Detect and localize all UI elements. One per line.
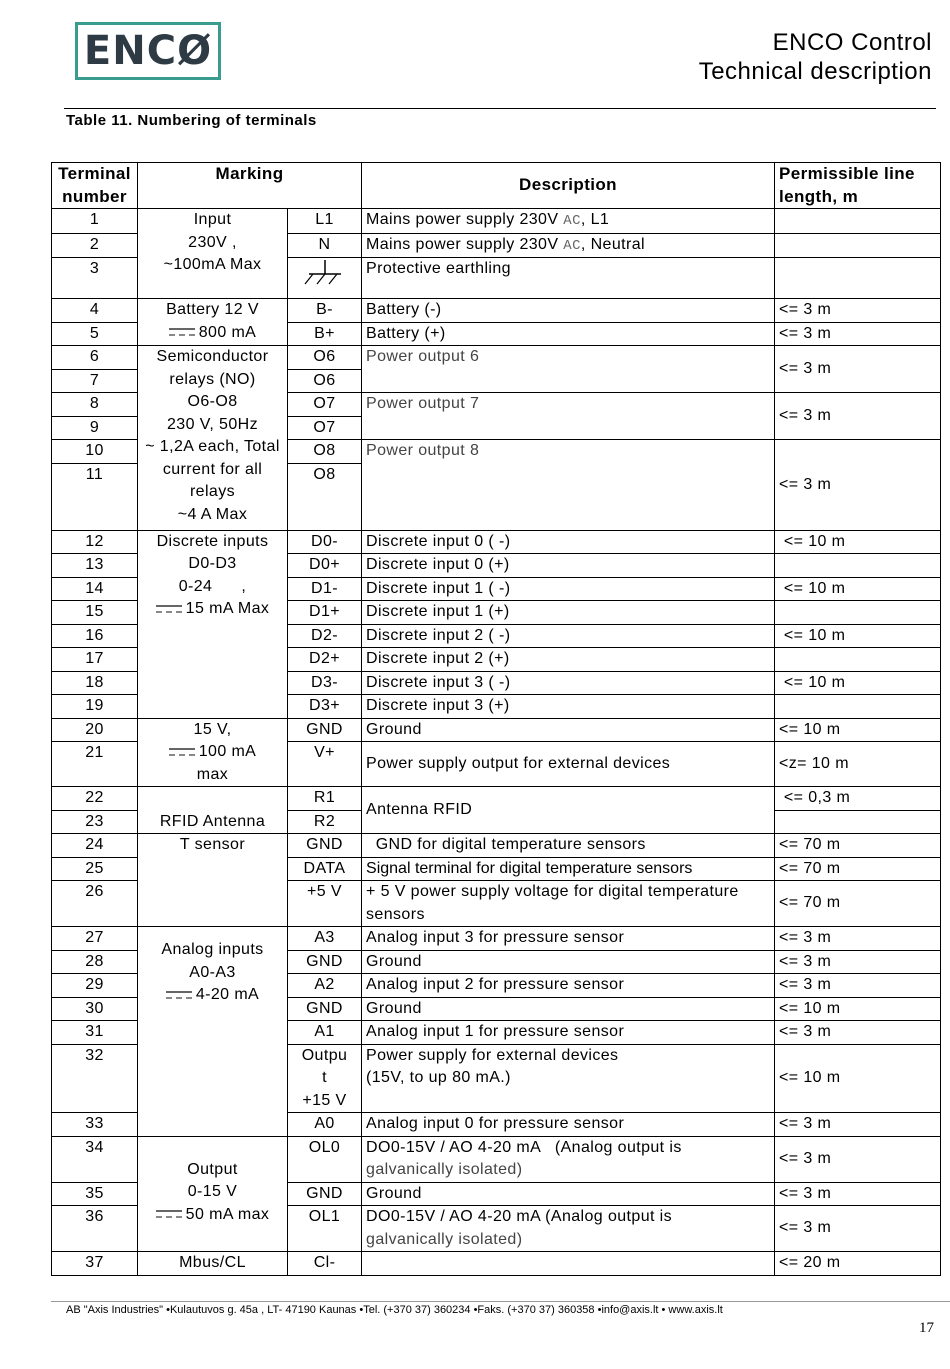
terminal-description xyxy=(362,1206,775,1252)
marking-text: 4-20 mA xyxy=(195,986,260,1003)
terminal-description: Analog input 1 for pressure sensor xyxy=(362,1021,775,1045)
terminal-code: GND xyxy=(288,997,362,1021)
line-length: <= 3 m xyxy=(775,299,941,323)
terminal-description xyxy=(362,1044,775,1113)
document-header xyxy=(699,28,932,86)
line-length xyxy=(775,695,941,719)
marking-line: 0-15 V xyxy=(187,1183,238,1200)
description-line: galvanically isolated) xyxy=(366,1161,523,1178)
table-row xyxy=(52,530,941,554)
terminal-number: 10 xyxy=(52,440,138,464)
terminal-code: A3 xyxy=(288,927,362,951)
marking-text: 800 mA xyxy=(198,323,257,341)
terminal-code: D2+ xyxy=(288,648,362,672)
marking-line xyxy=(142,598,283,621)
header-title: ENCO Control xyxy=(772,29,932,56)
col-marking: Marking xyxy=(138,163,362,209)
marking-line: relays xyxy=(189,483,236,500)
marking-text: 50 mA max xyxy=(185,1205,270,1223)
marking-group-mbus: Mbus/CL xyxy=(138,1252,288,1276)
line-length: <z= 10 m xyxy=(775,742,941,787)
terminal-number: 4 xyxy=(52,299,138,323)
terminal-code: V+ xyxy=(288,742,362,787)
terminal-number: 12 xyxy=(52,530,138,554)
terminal-description: Battery (+) xyxy=(362,322,775,346)
line-length xyxy=(775,648,941,672)
terminal-number: 36 xyxy=(52,1206,138,1252)
marking-line: Semiconductor xyxy=(156,348,269,365)
terminal-number: 7 xyxy=(52,369,138,393)
terminals-table xyxy=(51,162,941,1276)
terminal-code: O8 xyxy=(288,463,362,530)
line-length: <= 70 m xyxy=(775,857,941,881)
marking-line: max xyxy=(196,765,229,783)
terminal-code: A2 xyxy=(288,974,362,998)
marking-line: D0-D3 xyxy=(188,555,237,572)
terminal-number: 13 xyxy=(52,554,138,578)
marking-line: O6-O8 xyxy=(187,393,238,410)
terminal-code: A0 xyxy=(288,1113,362,1137)
table-row xyxy=(52,927,941,951)
description-line: DO0-15V / AO 4-20 mA (Analog output is xyxy=(366,1138,682,1156)
terminal-number: 27 xyxy=(52,927,138,951)
terminal-description: Discrete input 3 ( -) xyxy=(362,671,775,695)
line-length: <= 3 m xyxy=(775,322,941,346)
terminal-code: L1 xyxy=(288,209,362,234)
line-length xyxy=(775,810,941,834)
marking-group-t-sensor: T sensor xyxy=(138,834,288,927)
terminal-description: Discrete input 0 (+) xyxy=(362,554,775,578)
marking-text: 15 mA Max xyxy=(185,600,270,617)
marking-group-input xyxy=(138,209,288,299)
marking-group-relays xyxy=(138,346,288,531)
line-length: <= 10 m xyxy=(775,718,941,742)
line-length: <= 10 m xyxy=(775,530,941,554)
terminal-code: O6 xyxy=(288,369,362,393)
terminal-code: A1 xyxy=(288,1021,362,1045)
terminal-number: 20 xyxy=(52,718,138,742)
terminal-description xyxy=(362,1252,775,1276)
ac-label: AC xyxy=(563,237,581,254)
terminal-code: O8 xyxy=(288,440,362,464)
terminal-number: 18 xyxy=(52,671,138,695)
marking-line: Analog inputs xyxy=(161,941,264,958)
terminal-code: GND xyxy=(288,834,362,858)
line-length: <= 3 m xyxy=(775,950,941,974)
terminal-description: Discrete input 2 ( -) xyxy=(362,624,775,648)
line-length: <= 70 m xyxy=(775,881,941,927)
terminal-code: GND xyxy=(288,1182,362,1206)
terminal-number: 34 xyxy=(52,1136,138,1182)
marking-group-output xyxy=(138,1136,288,1252)
dc-symbol-icon xyxy=(156,605,182,613)
terminal-description: Power output 6 xyxy=(362,346,775,393)
terminal-code: N xyxy=(288,233,362,258)
terminal-number: 16 xyxy=(52,624,138,648)
terminal-code: OL1 xyxy=(288,1206,362,1252)
dc-symbol-icon xyxy=(169,328,195,336)
terminal-description: Power output 8 xyxy=(362,440,775,531)
line-length xyxy=(775,209,941,234)
terminal-code: +5 V xyxy=(288,881,362,927)
terminal-number: 8 xyxy=(52,393,138,417)
table-row xyxy=(52,834,941,858)
terminal-number: 17 xyxy=(52,648,138,672)
terminal-number: 26 xyxy=(52,881,138,927)
header-rule xyxy=(64,108,936,109)
terminal-number: 29 xyxy=(52,974,138,998)
terminal-code: D0- xyxy=(288,530,362,554)
marking-line: A0-A3 xyxy=(189,963,236,981)
terminal-code xyxy=(288,258,362,299)
marking-line: Output xyxy=(187,1160,238,1178)
line-length: <= 3 m xyxy=(775,927,941,951)
line-length: <= 10 m xyxy=(775,1044,941,1113)
terminal-code: B+ xyxy=(288,322,362,346)
marking-line xyxy=(142,322,283,345)
terminal-description: Signal terminal for digital temperature sensors xyxy=(362,857,775,881)
terminal-number: 22 xyxy=(52,787,138,811)
terminal-number: 19 xyxy=(52,695,138,719)
terminal-number: 35 xyxy=(52,1182,138,1206)
terminal-description xyxy=(362,1136,775,1182)
line-length: <= 0,3 m xyxy=(775,787,941,811)
line-length: <= 3 m xyxy=(775,1182,941,1206)
marking-line: 0-24 , xyxy=(178,577,247,595)
description-tail: , L1 xyxy=(580,211,610,228)
terminal-number: 3 xyxy=(52,258,138,299)
table-row xyxy=(52,299,941,323)
terminal-number: 11 xyxy=(52,463,138,530)
terminal-number: 5 xyxy=(52,322,138,346)
table-caption: Table 11. Numbering of terminals xyxy=(66,112,317,129)
terminal-description: GND for digital temperature sensors xyxy=(362,834,775,858)
marking-group-battery xyxy=(138,299,288,346)
line-length xyxy=(775,233,941,258)
code-line: +15 V xyxy=(302,1091,347,1109)
col-terminal-number: Terminal number xyxy=(52,163,138,209)
company-footer: AB "Axis Industries" •Kulautuvos g. 45a , LT- 47190 Kaunas •Tel. (+370 37) 360234 •Faks. (+370 37) 360358 •info@axis.lt • www.axis.lt xyxy=(66,1304,723,1316)
line-length: <= 3 m xyxy=(775,1136,941,1182)
table-row xyxy=(52,1136,941,1182)
line-length: <= 20 m xyxy=(775,1252,941,1276)
page-number: 17 xyxy=(919,1320,934,1336)
terminal-code: D3- xyxy=(288,671,362,695)
line-length xyxy=(775,554,941,578)
line-length: <= 10 m xyxy=(775,624,941,648)
terminal-description: Ground xyxy=(362,718,775,742)
line-length: <= 3 m xyxy=(775,1021,941,1045)
ac-label: AC xyxy=(563,213,581,229)
marking-line: Discrete inputs xyxy=(156,532,269,550)
description-line: DO0-15V / AO 4-20 mA (Analog output is xyxy=(366,1208,673,1225)
col-description: Description xyxy=(362,163,775,209)
description-text: Mains power supply 230V xyxy=(366,211,564,228)
terminal-description: Antenna RFID xyxy=(362,787,775,834)
marking-line: ~100mA Max xyxy=(163,256,262,273)
terminal-number: 33 xyxy=(52,1113,138,1137)
marking-line: 230 V, 50Hz xyxy=(167,415,258,433)
code-line: t xyxy=(322,1069,327,1086)
terminal-number: 2 xyxy=(52,233,138,258)
terminal-description: Battery (-) xyxy=(362,299,775,323)
terminal-code: R1 xyxy=(288,787,362,811)
line-length: <= 3 m xyxy=(775,440,941,531)
terminal-number: 28 xyxy=(52,950,138,974)
marking-group-analog-inputs xyxy=(138,927,288,1137)
terminal-code: R2 xyxy=(288,810,362,834)
enco-logo: ENCØ xyxy=(75,22,221,80)
ground-icon xyxy=(301,258,349,288)
terminal-description: Discrete input 1 (+) xyxy=(362,601,775,625)
col-line-length: Permissible line length, m xyxy=(775,163,941,209)
terminal-description xyxy=(362,233,775,258)
line-length: <= 3 m xyxy=(775,346,941,393)
terminal-description: Analog input 0 for pressure sensor xyxy=(362,1113,775,1137)
terminal-number: 25 xyxy=(52,857,138,881)
line-length: <= 10 m xyxy=(775,997,941,1021)
terminal-description: Discrete input 0 ( -) xyxy=(362,530,775,554)
table-row xyxy=(52,346,941,370)
terminal-number: 31 xyxy=(52,1021,138,1045)
terminal-number: 32 xyxy=(52,1044,138,1113)
terminal-code: D2- xyxy=(288,624,362,648)
terminal-description: Ground xyxy=(362,1182,775,1206)
description-line: galvanically isolated) xyxy=(366,1230,523,1248)
marking-line: ~ 1,2A each, Total xyxy=(145,438,280,455)
terminal-number: 23 xyxy=(52,810,138,834)
marking-line: 15 V, xyxy=(193,720,232,738)
line-length: <= 3 m xyxy=(775,1113,941,1137)
terminal-number: 1 xyxy=(52,209,138,234)
line-length: <= 3 m xyxy=(775,974,941,998)
terminal-description: + 5 V power supply voltage for digital temperature sensors xyxy=(362,881,775,927)
table-row xyxy=(52,787,941,811)
terminal-code: Cl- xyxy=(288,1252,362,1276)
marking-line xyxy=(142,741,283,764)
dc-symbol-icon xyxy=(166,991,192,999)
terminal-number: 9 xyxy=(52,416,138,440)
header-subtitle: Technical description xyxy=(698,58,932,85)
terminal-code: D1- xyxy=(288,577,362,601)
marking-group-rfid: RFID Antenna xyxy=(138,787,288,834)
terminal-number: 30 xyxy=(52,997,138,1021)
terminal-description: Discrete input 1 ( -) xyxy=(362,577,775,601)
line-length: <= 10 m xyxy=(775,671,941,695)
terminal-number: 37 xyxy=(52,1252,138,1276)
description-line: (15V, to up 80 mA.) xyxy=(366,1069,511,1086)
terminal-description xyxy=(362,209,775,234)
terminal-code: D3+ xyxy=(288,695,362,719)
terminal-code: B- xyxy=(288,299,362,323)
dc-symbol-icon xyxy=(169,748,195,756)
terminal-number: 21 xyxy=(52,742,138,787)
terminal-code: OL0 xyxy=(288,1136,362,1182)
marking-line: current for all xyxy=(162,460,263,478)
marking-line: ~4 A Max xyxy=(177,505,248,523)
marking-line: Battery 12 V xyxy=(166,301,259,318)
terminal-description: Power supply output for external devices xyxy=(362,742,775,787)
terminal-description: Ground xyxy=(362,950,775,974)
terminal-code: D0+ xyxy=(288,554,362,578)
dc-symbol-icon xyxy=(156,1210,182,1218)
table-row xyxy=(52,718,941,742)
terminal-description: Protective earthling xyxy=(362,258,775,299)
marking-line: relays (NO) xyxy=(169,370,256,388)
marking-line: 230V , xyxy=(188,233,237,251)
terminal-description: Discrete input 2 (+) xyxy=(362,648,775,672)
terminal-code: GND xyxy=(288,950,362,974)
terminal-description: Ground xyxy=(362,997,775,1021)
description-text: Mains power supply 230V xyxy=(366,235,564,253)
marking-text: 100 mA xyxy=(198,743,257,760)
footer-rule xyxy=(51,1301,950,1302)
terminal-number: 24 xyxy=(52,834,138,858)
line-length: <= 3 m xyxy=(775,1206,941,1252)
marking-line: Input xyxy=(193,211,232,228)
table-header-row xyxy=(52,163,941,209)
line-length xyxy=(775,601,941,625)
terminal-number: 6 xyxy=(52,346,138,370)
terminal-code: O6 xyxy=(288,346,362,370)
terminal-description: Discrete input 3 (+) xyxy=(362,695,775,719)
terminal-code: DATA xyxy=(288,857,362,881)
line-length: <= 70 m xyxy=(775,834,941,858)
table-row xyxy=(52,209,941,234)
terminal-code: O7 xyxy=(288,393,362,417)
line-length: <= 3 m xyxy=(775,393,941,440)
marking-line xyxy=(142,984,283,1007)
table-row xyxy=(52,1252,941,1276)
marking-group-15v xyxy=(138,718,288,787)
terminal-description: Power output 7 xyxy=(362,393,775,440)
terminal-code: GND xyxy=(288,718,362,742)
marking-line xyxy=(142,1204,283,1227)
line-length: <= 10 m xyxy=(775,577,941,601)
terminal-code: O7 xyxy=(288,416,362,440)
description-line: Power supply for external devices xyxy=(366,1046,619,1064)
code-line: Outpu xyxy=(301,1046,348,1064)
marking-group-discrete-inputs xyxy=(138,530,288,718)
terminal-number: 15 xyxy=(52,601,138,625)
terminal-description: Analog input 3 for pressure sensor xyxy=(362,927,775,951)
terminal-description: Analog input 2 for pressure sensor xyxy=(362,974,775,998)
terminal-code xyxy=(288,1044,362,1113)
terminal-number: 14 xyxy=(52,577,138,601)
description-tail: , Neutral xyxy=(580,235,645,253)
terminal-code: D1+ xyxy=(288,601,362,625)
line-length xyxy=(775,258,941,299)
